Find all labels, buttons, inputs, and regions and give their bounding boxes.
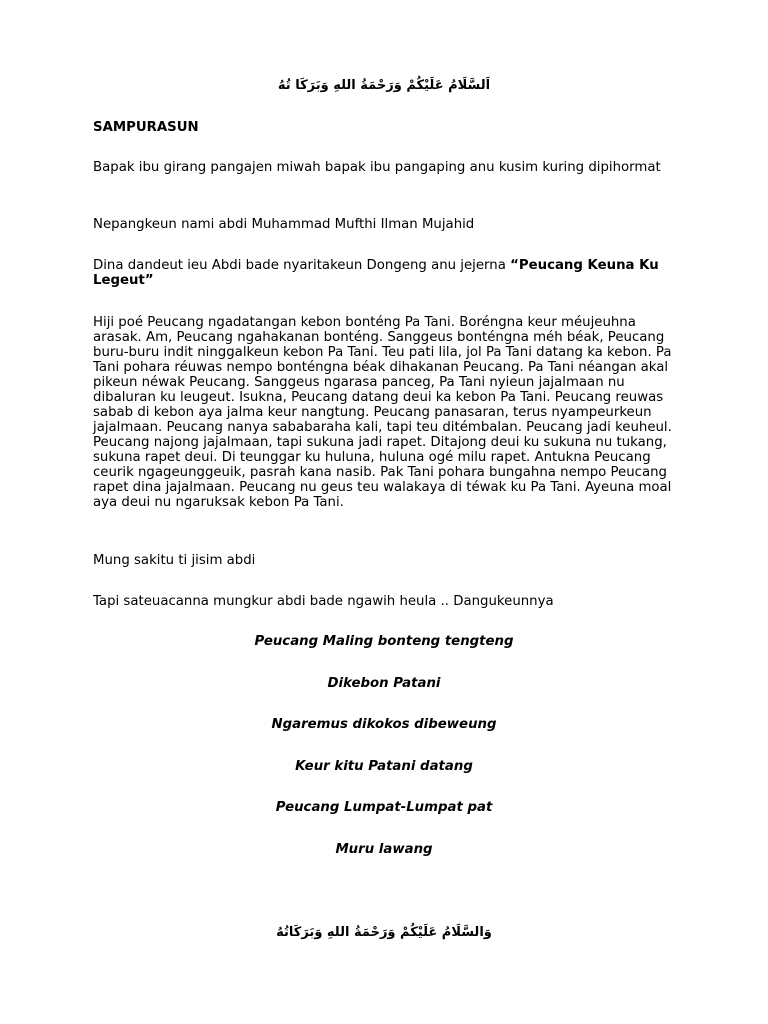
intro-story-paragraph (93, 258, 678, 288)
opening-salam: اَلسَّلَامُ عَلَيْكُمْ وَرَحْمَةُ اللهِ وَبَرَكَا تُهُ (277, 78, 491, 93)
story-title: “Peucang Keuna Ku Legeut” (93, 258, 659, 288)
story-paragraph: Hiji poé Peucang ngadatangan kebon bonténg Pa Tani. Boréngna keur méujeuhna arasak. Am, Peucang ngahakanan bonténg. Sanggeus bonténgna méh béak, Peucang buru-buru indit ninggalkeun kebon Pa Tani. Teu pati lila, jol Pa Tani datang ka kebon. Pa Tani pohara réuwas nempo bonténgna béak dihakanan Peucang. Pa Tani néangan akal pikeun néwak Peucang. Sanggeus ngarasa panceg, Pa Tani nyieun jajalmaan nu dibaluran ku leugeut. Isukna, Peucang datang deui ka kebon Pa Tani. Peucang reuwas sabab di kebon aya jalma keur nangtung. Peucang panasaran, terus nyampeurkeun jajalmaan. Peucang nanya sababaraha kali, tapi teu ditémbalan. Peucang jadi keuheul. Peucang najong jajalmaan, tapi sukuna jadi rapet. Ditajong deui ku sukuna nu tukang, sukuna rapet deui. Di teunggar ku huluna, huluna ogé milu rapet. Antukna Peucang ceurik ngageunggeuik, pasrah kana nasib. Pak Tani pohara bungahna nempo Peucang rapet dina jajalmaan. Peucang nu geus teu walakaya di téwak ku Pa Tani. Ayeuna moal aya deui nu ngaruksak kebon Pa Tani. (93, 315, 672, 510)
poem-line: Ngaremus dikokos dibeweung (271, 717, 497, 732)
address-paragraph: Bapak ibu girang pangajen miwah bapak ibu pangaping anu kusim kuring dipihormat (93, 160, 661, 175)
poem-line: Muru lawang (335, 842, 433, 857)
closing-line: Mung sakitu ti jisim abdi (93, 553, 256, 568)
intro-name-paragraph: Nepangkeun nami abdi Muhammad Mufthi Ilman Mujahid (93, 217, 475, 232)
poem-line: Dikebon Patani (327, 676, 441, 691)
pre-poem-line: Tapi sateuacanna mungkur abdi bade ngawih heula .. Dangukeunnya (93, 594, 554, 609)
greeting-heading: SAMPURASUN (93, 120, 199, 135)
poem-line: Peucang Lumpat-Lumpat pat (275, 800, 493, 815)
poem-line: Peucang Maling bonteng tengteng (254, 634, 514, 649)
poem-line: Keur kitu Patani datang (295, 759, 473, 774)
intro-story-prefix: Dina dandeut ieu Abdi bade nyaritakeun Dongeng anu jejerna (93, 258, 511, 273)
closing-salam: وَالسَّلَامُ عَلَيْكُمْ وَرَحْمَةُ اللهِ وَبَرَكَاتُهُ (276, 925, 492, 940)
